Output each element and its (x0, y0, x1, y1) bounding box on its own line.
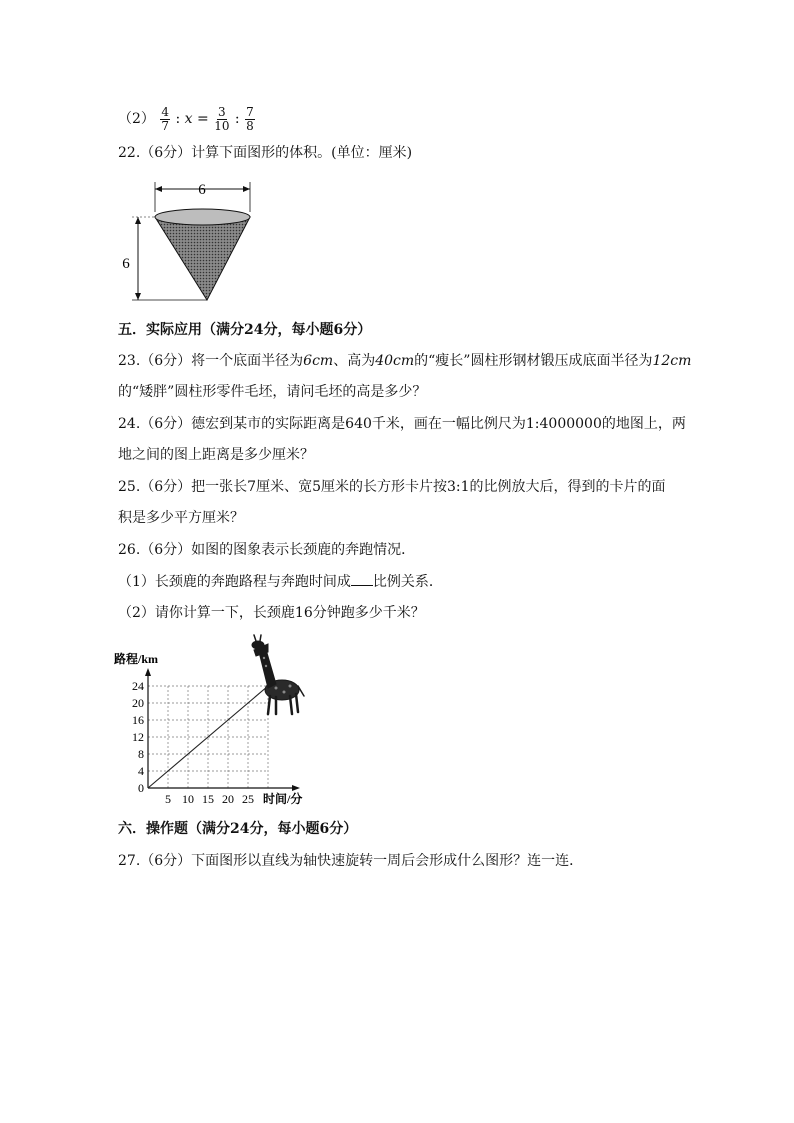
x-axis-label: 时间/分 (263, 792, 303, 806)
q25-line2: 积是多少平方厘米？ (118, 510, 244, 526)
q23-line1: 23.（6分）将一个底面半径为6cm、高为40cm的“瘦长”圆柱形钢材锻压成底面半径为12cm (118, 353, 692, 369)
giraffe-icon (252, 635, 304, 714)
fraction-7-8: $\frac{7}{8}$ (246, 104, 254, 133)
fraction-4-7: $\frac{4}{7}$ (161, 104, 170, 133)
y-tick-label: 24 (132, 679, 144, 693)
q23-line2: 的“矮胖”圆柱形零件毛坯，请问毛坯的高是多少？ (118, 384, 427, 400)
q21-part2-equation: （2） $\frac{4}{7}$ : x = $\frac{3}{10}$ : $\frac{7}{8}$ (118, 104, 254, 133)
x-tick-label: 20 (222, 792, 234, 806)
y-tick-label: 12 (132, 730, 144, 744)
answer-blank[interactable] (351, 571, 373, 586)
x-tick-label: 5 (165, 792, 171, 806)
cone-top-ellipse (155, 209, 250, 225)
y-tick-label: 16 (132, 713, 144, 727)
fraction-3-10: $\frac{3}{10}$ (214, 104, 230, 133)
q24-line1: 24.（6分）德宏到某市的实际距离是640千米，画在一幅比例尺为1:4000000的地图上，两 (118, 416, 686, 432)
y-axis-label: 路程/km (114, 652, 159, 666)
q22-text: 22.（6分）计算下面图形的体积。(单位：厘米) (118, 145, 413, 161)
x-axis-arrow (292, 785, 300, 791)
y-tick-label: 8 (138, 747, 144, 761)
q26-sub1: （1）长颈鹿的奔跑路程与奔跑时间成 比例关系． (118, 571, 443, 592)
q25-line1: 25.（6分）把一张长7厘米、宽5厘米的长方形卡片按3:1的比例放大后，得到的卡片的面 (118, 479, 666, 495)
section5-title: 五．实际应用（满分24分，每小题6分） (118, 322, 372, 338)
variable-x: x (184, 111, 193, 127)
giraffe-distance-chart (110, 630, 310, 812)
x-tick-label: 15 (202, 792, 214, 806)
height-label: 6 (122, 256, 130, 272)
q26-text: 26.（6分）如图的图象表示长颈鹿的奔跑情况． (118, 542, 416, 558)
x-tick-label: 25 (242, 792, 254, 806)
x-tick-label: 10 (182, 792, 194, 806)
diameter-label: 6 (198, 182, 206, 198)
y-tick-label: 4 (138, 764, 144, 778)
section6-title: 六．操作题（满分24分，每小题6分） (118, 821, 358, 837)
y-tick-label: 0 (138, 781, 144, 795)
y-axis-arrow (145, 668, 151, 676)
y-tick-label: 20 (132, 696, 144, 710)
q27-text: 27.（6分）下面图形以直线为轴快速旋转一周后会形成什么图形？连一连． (118, 853, 584, 869)
cone-figure (112, 172, 262, 306)
q21-part2-label: （2） (118, 111, 155, 127)
q24-line2: 地之间的图上距离是多少厘米？ (118, 447, 314, 463)
cone-body (155, 217, 250, 300)
q26-sub2: （2）请你计算一下，长颈鹿16分钟跑多少千米？ (118, 605, 425, 621)
